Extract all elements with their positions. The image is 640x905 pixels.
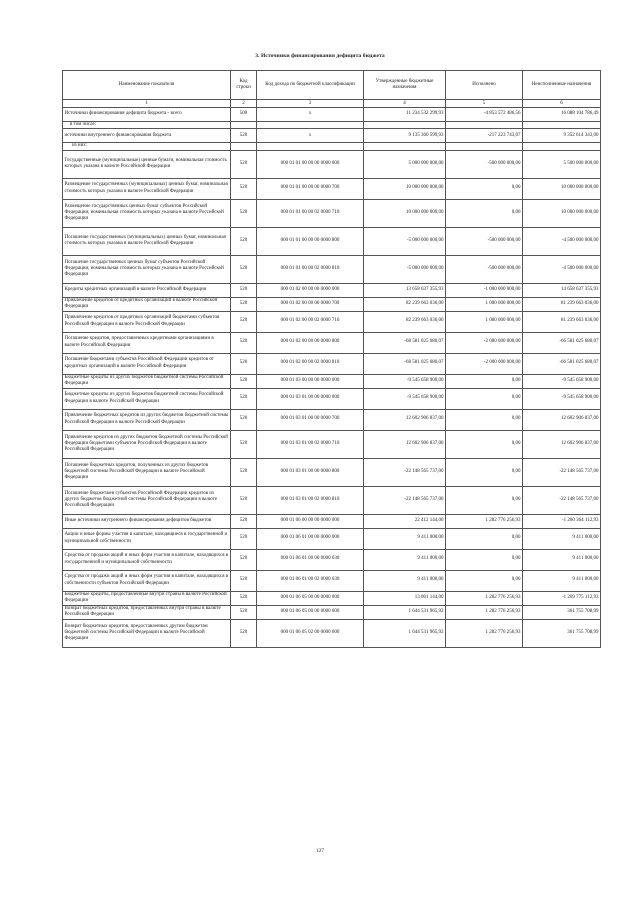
row-executed: 1 282 776 256,93 <box>446 619 523 647</box>
row-code: 520 <box>231 549 257 570</box>
row-classification: 000 01 02 00 00 00 0000 700 <box>257 297 364 311</box>
row-name: Иные источники внутреннего финансирования дефицитов бюджетов <box>63 514 231 528</box>
row-executed: 0,00 <box>446 374 523 388</box>
table-row <box>63 129 601 143</box>
row-approved: -5 000 000 000,00 <box>364 255 446 283</box>
row-executed: -500 000 000,00 <box>446 255 523 283</box>
row-code: 520 <box>231 458 257 486</box>
row-code: 520 <box>231 311 257 332</box>
row-unexecuted: 9 411 000,00 <box>523 549 601 570</box>
section-title: 3. Источники финансирования дефицита бюджета <box>255 53 385 59</box>
row-code: 520 <box>231 514 257 528</box>
column-number: 6 <box>523 100 601 108</box>
header-row <box>63 71 601 100</box>
row-executed: 0,00 <box>446 458 523 486</box>
row-code: 520 <box>231 388 257 409</box>
table-row <box>63 297 601 311</box>
row-code: 520 <box>231 486 257 514</box>
row-name: Погашение бюджетами субъектов Российской Федерации кредитов из других бюджетов бюджетной системы Российской Федерации в валюте Российской Федерации <box>63 486 231 514</box>
table-row <box>63 591 601 605</box>
row-name: Возврат бюджетных кредитов, предоставленных внутри страны в валюте Российской Федерации <box>63 605 231 619</box>
row-executed: 1 000 000 000,00 <box>446 297 523 311</box>
row-name: Кредиты кредитных организаций в валюте Российской Федерации <box>63 283 231 297</box>
row-approved: -22 148 565 737,00 <box>364 458 446 486</box>
row-unexecuted: -4 500 000 000,00 <box>523 255 601 283</box>
row-code: 520 <box>231 129 257 143</box>
row-approved: 13 658 637 355,93 <box>364 283 446 297</box>
row-code: 520 <box>231 283 257 297</box>
row-name: Погашение государственных ценных бумаг субъектов Российской Федерации, номинальная стоимость которых указана в валюте Российской Федерации <box>63 255 231 283</box>
row-name: Погашение бюджетами субъектов Российской Федерации кредитов от кредитных организаций в валюте Российской Федерации <box>63 353 231 374</box>
table-row <box>63 374 601 388</box>
row-approved <box>364 143 446 150</box>
row-classification: 000 01 06 01 00 02 0000 630 <box>257 570 364 591</box>
row-unexecuted: -66 581 025 680,07 <box>523 332 601 353</box>
row-approved: 1 644 531 965,92 <box>364 619 446 647</box>
row-classification: 000 01 03 01 00 00 0000 000 <box>257 388 364 409</box>
row-classification: 000 01 02 00 00 00 0000 800 <box>257 332 364 353</box>
row-executed: 1 000 000 000,00 <box>446 311 523 332</box>
table-row <box>63 528 601 549</box>
page-number: 127 <box>315 848 325 854</box>
row-executed <box>446 122 523 129</box>
header-classification: Код дохода по бюджетной классификации <box>257 71 364 100</box>
row-approved: 82 239 663 036,00 <box>364 311 446 332</box>
table-row <box>63 227 601 255</box>
table-row <box>63 143 601 150</box>
row-unexecuted: 361 755 708,99 <box>523 605 601 619</box>
table-row <box>63 458 601 486</box>
row-classification: 000 01 02 00 00 02 0000 710 <box>257 311 364 332</box>
row-approved <box>364 122 446 129</box>
row-approved: 10 000 000 000,00 <box>364 178 446 199</box>
row-approved: 9 411 000,00 <box>364 528 446 549</box>
table-row <box>63 486 601 514</box>
table-row <box>63 283 601 297</box>
row-classification: 000 01 01 00 00 02 0000 710 <box>257 199 364 227</box>
row-unexecuted: -22 148 565 737,00 <box>523 458 601 486</box>
row-approved: -9 545 658 900,00 <box>364 388 446 409</box>
row-name: источники внутреннего финансирования бюджета <box>63 129 231 143</box>
column-number: 3 <box>257 100 364 108</box>
row-unexecuted: 9 411 000,00 <box>523 528 601 549</box>
row-executed: -500 000 000,00 <box>446 150 523 178</box>
table-row <box>63 388 601 409</box>
row-approved: 22 412 144,00 <box>364 514 446 528</box>
row-unexecuted: 9 411 000,00 <box>523 570 601 591</box>
row-name: Размещение государственных (муниципальных) ценных бумаг, номинальная стоимость которых указана в валюте Российской Федерации <box>63 178 231 199</box>
row-classification: 000 01 01 00 00 00 0000 700 <box>257 178 364 199</box>
row-classification: 000 01 03 01 00 02 0000 710 <box>257 430 364 458</box>
column-number: 5 <box>446 100 523 108</box>
row-code: 520 <box>231 591 257 605</box>
row-executed <box>446 143 523 150</box>
row-classification: x <box>257 108 364 122</box>
row-unexecuted <box>523 122 601 129</box>
row-code: 520 <box>231 332 257 353</box>
header-approved: Утвержденные бюджетные назначения <box>364 71 446 100</box>
row-unexecuted: -9 545 658 900,00 <box>523 388 601 409</box>
row-name: Источники финансирования дефицита бюджета - всего <box>63 108 231 122</box>
row-classification <box>257 143 364 150</box>
row-executed: 0,00 <box>446 388 523 409</box>
row-unexecuted: -66 581 025 680,07 <box>523 353 601 374</box>
row-name: Привлечение бюджетных кредитов из других бюджетов бюджетной системы Российской Федерации в валюте Российской Федерации <box>63 409 231 430</box>
row-classification: 000 01 06 05 02 00 0000 600 <box>257 619 364 647</box>
row-unexecuted: 9 352 614 343,00 <box>523 129 601 143</box>
row-code: 520 <box>231 227 257 255</box>
row-unexecuted <box>523 143 601 150</box>
row-approved: 5 000 000 000,00 <box>364 150 446 178</box>
row-name: Погашение кредитов, предоставленных кредитными организациями в валюте Российской Федерации <box>63 332 231 353</box>
row-executed: 0,00 <box>446 486 523 514</box>
column-number: 2 <box>231 100 257 108</box>
row-classification: 000 01 01 00 00 00 0000 800 <box>257 227 364 255</box>
table-row <box>63 430 601 458</box>
row-approved: 11 234 532 299,93 <box>364 108 446 122</box>
column-number: 4 <box>364 100 446 108</box>
row-name: из них: <box>63 143 231 150</box>
row-unexecuted: 81 239 663 036,00 <box>523 297 601 311</box>
table-row <box>63 549 601 570</box>
row-unexecuted: -1 260 364 112,93 <box>523 514 601 528</box>
row-executed: 0,00 <box>446 570 523 591</box>
row-name: Государственные (муниципальные) ценные бумаги, номинальная стоимость которых указана в валюте Российской Федерации <box>63 150 231 178</box>
table-row <box>63 409 601 430</box>
row-code: 520 <box>231 605 257 619</box>
row-code: 520 <box>231 255 257 283</box>
column-number: 1 <box>63 100 231 108</box>
row-unexecuted: 361 755 708,99 <box>523 619 601 647</box>
table-row <box>63 150 601 178</box>
row-approved: 13 001 144,00 <box>364 591 446 605</box>
row-code: 520 <box>231 374 257 388</box>
row-classification: 000 01 06 00 00 00 0000 000 <box>257 514 364 528</box>
row-approved: 12 602 906 837,00 <box>364 409 446 430</box>
row-unexecuted: 5 500 000 000,00 <box>523 150 601 178</box>
row-code: 520 <box>231 619 257 647</box>
row-unexecuted: -4 500 000 000,00 <box>523 227 601 255</box>
column-number-row <box>63 100 601 108</box>
table-row <box>63 108 601 122</box>
row-name: Средства от продажи акций и иных форм участия в капитале, находящихся в государственной и муниципальной собственности <box>63 549 231 570</box>
table-row <box>63 514 601 528</box>
row-approved: 10 000 000 000,00 <box>364 199 446 227</box>
row-executed: -4 853 572 486,56 <box>446 108 523 122</box>
row-name: Бюджетные кредиты, предоставленные внутри страны в валюте Российской Федерации <box>63 591 231 605</box>
table-row <box>63 311 601 332</box>
row-executed: 1 282 776 256,93 <box>446 591 523 605</box>
row-classification: 000 01 02 00 00 00 0000 000 <box>257 283 364 297</box>
header-code: Код строки <box>231 71 257 100</box>
row-approved: -9 545 658 900,00 <box>364 374 446 388</box>
row-unexecuted: 12 602 906 837,00 <box>523 409 601 430</box>
row-unexecuted: 10 000 000 000,00 <box>523 178 601 199</box>
row-classification: 000 01 02 00 00 02 0000 810 <box>257 353 364 374</box>
row-unexecuted: 16 088 104 786,49 <box>523 108 601 122</box>
row-approved: 1 644 531 965,92 <box>364 605 446 619</box>
row-unexecuted: -1 269 775 112,93 <box>523 591 601 605</box>
row-code <box>231 143 257 150</box>
row-executed: -500 000 000,00 <box>446 227 523 255</box>
row-name: Бюджетные кредиты из других бюджетов бюджетной системы Российской Федерации в валюте Российской Федерации <box>63 388 231 409</box>
table-row <box>63 353 601 374</box>
row-code: 520 <box>231 430 257 458</box>
row-executed: 0,00 <box>446 549 523 570</box>
row-name: Средства от продажи акций и иных форм участия в капитале, находящихся в собственности субъектов Российской Федерации <box>63 570 231 591</box>
row-approved: 9 135 360 599,93 <box>364 129 446 143</box>
row-executed: 1 282 776 256,93 <box>446 514 523 528</box>
row-classification <box>257 122 364 129</box>
row-unexecuted: 12 602 906 837,00 <box>523 430 601 458</box>
row-classification: 000 01 06 01 00 00 0000 630 <box>257 549 364 570</box>
row-unexecuted: 14 658 637 355,93 <box>523 283 601 297</box>
row-classification: 000 01 06 01 00 00 0000 000 <box>257 528 364 549</box>
row-code: 500 <box>231 108 257 122</box>
row-classification: 000 01 03 01 00 00 0000 800 <box>257 458 364 486</box>
row-unexecuted: 10 000 000 000,00 <box>523 199 601 227</box>
row-code: 520 <box>231 528 257 549</box>
header-unexecuted: Неисполненные назначения <box>523 71 601 100</box>
row-code: 520 <box>231 409 257 430</box>
row-approved: -68 581 025 680,07 <box>364 353 446 374</box>
row-executed: -1 000 000 000,00 <box>446 283 523 297</box>
row-executed: 0,00 <box>446 430 523 458</box>
row-name: Размещение государственных ценных бумаг субъектов Российской Федерации, номинальная стоимость которых указана в валюте Российской Федерации <box>63 199 231 227</box>
table-row <box>63 619 601 647</box>
row-classification: 000 01 01 00 00 00 0000 000 <box>257 150 364 178</box>
table-row <box>63 122 601 129</box>
row-name: Привлечение кредитов от кредитных организаций в валюте Российской Федерации <box>63 297 231 311</box>
financing-sources-table <box>62 70 601 648</box>
table-row <box>63 332 601 353</box>
row-approved: 12 602 906 837,00 <box>364 430 446 458</box>
row-classification: 000 01 03 01 00 02 0000 810 <box>257 486 364 514</box>
row-classification: 000 01 06 05 00 00 0000 000 <box>257 591 364 605</box>
row-unexecuted: -9 545 658 900,00 <box>523 374 601 388</box>
row-executed: 0,00 <box>446 409 523 430</box>
row-name: Погашение государственных (муниципальных) ценных бумаг, номинальная стоимость которых указана в валюте Российской Федерации <box>63 227 231 255</box>
row-name: Акции и иные формы участия в капитале, находящиеся в государственной и муниципальной собственности <box>63 528 231 549</box>
row-unexecuted: 81 239 663 036,00 <box>523 311 601 332</box>
row-unexecuted: -22 148 565 737,00 <box>523 486 601 514</box>
row-code: 520 <box>231 297 257 311</box>
row-name: Возврат бюджетных кредитов, предоставленных другим бюджетам бюджетной системы Российской Федерации в валюте Российской Федерации <box>63 619 231 647</box>
row-classification: 000 01 03 01 00 00 0000 700 <box>257 409 364 430</box>
row-name: Бюджетные кредиты из других бюджетов бюджетной системы Российской Федерации <box>63 374 231 388</box>
row-name: Привлечение кредитов от кредитных организаций бюджетами субъектов Российской Федерации в валюте Российской Федерации <box>63 311 231 332</box>
table-row <box>63 255 601 283</box>
row-approved: -5 000 000 000,00 <box>364 227 446 255</box>
row-approved: -22 148 565 737,00 <box>364 486 446 514</box>
row-approved: 82 239 663 036,00 <box>364 297 446 311</box>
row-executed: 0,00 <box>446 199 523 227</box>
table-row <box>63 178 601 199</box>
row-approved: 9 411 000,00 <box>364 549 446 570</box>
row-code <box>231 122 257 129</box>
row-name: Погашение бюджетных кредитов, полученных из других бюджетов бюджетной системы Российской Федерации в валюте Российской Федерации <box>63 458 231 486</box>
row-executed: 0,00 <box>446 528 523 549</box>
header-executed: Исполнено <box>446 71 523 100</box>
row-classification: x <box>257 129 364 143</box>
row-name: в том числе: <box>63 122 231 129</box>
row-executed: -2 000 000 000,00 <box>446 353 523 374</box>
row-code: 520 <box>231 150 257 178</box>
table-body <box>63 71 601 648</box>
row-executed: 0,00 <box>446 178 523 199</box>
table-row <box>63 605 601 619</box>
row-approved: -68 581 025 680,07 <box>364 332 446 353</box>
row-name: Привлечение кредитов из других бюджетов бюджетной системы Российской Федерации бюджетами субъектов Российской Федерации в валюте Российской Федерации <box>63 430 231 458</box>
row-executed: 1 282 776 256,93 <box>446 605 523 619</box>
row-classification: 000 01 01 00 00 02 0000 810 <box>257 255 364 283</box>
row-code: 520 <box>231 178 257 199</box>
row-executed: -2 000 000 000,00 <box>446 332 523 353</box>
row-classification: 000 01 06 05 00 00 0000 600 <box>257 605 364 619</box>
header-name: Наименование показателя <box>63 71 231 100</box>
row-classification: 000 01 03 00 00 00 0000 000 <box>257 374 364 388</box>
row-code: 520 <box>231 570 257 591</box>
table-row <box>63 199 601 227</box>
row-approved: 9 411 000,00 <box>364 570 446 591</box>
table-row <box>63 570 601 591</box>
row-code: 520 <box>231 199 257 227</box>
row-code: 520 <box>231 353 257 374</box>
row-executed: -217 223 743,07 <box>446 129 523 143</box>
